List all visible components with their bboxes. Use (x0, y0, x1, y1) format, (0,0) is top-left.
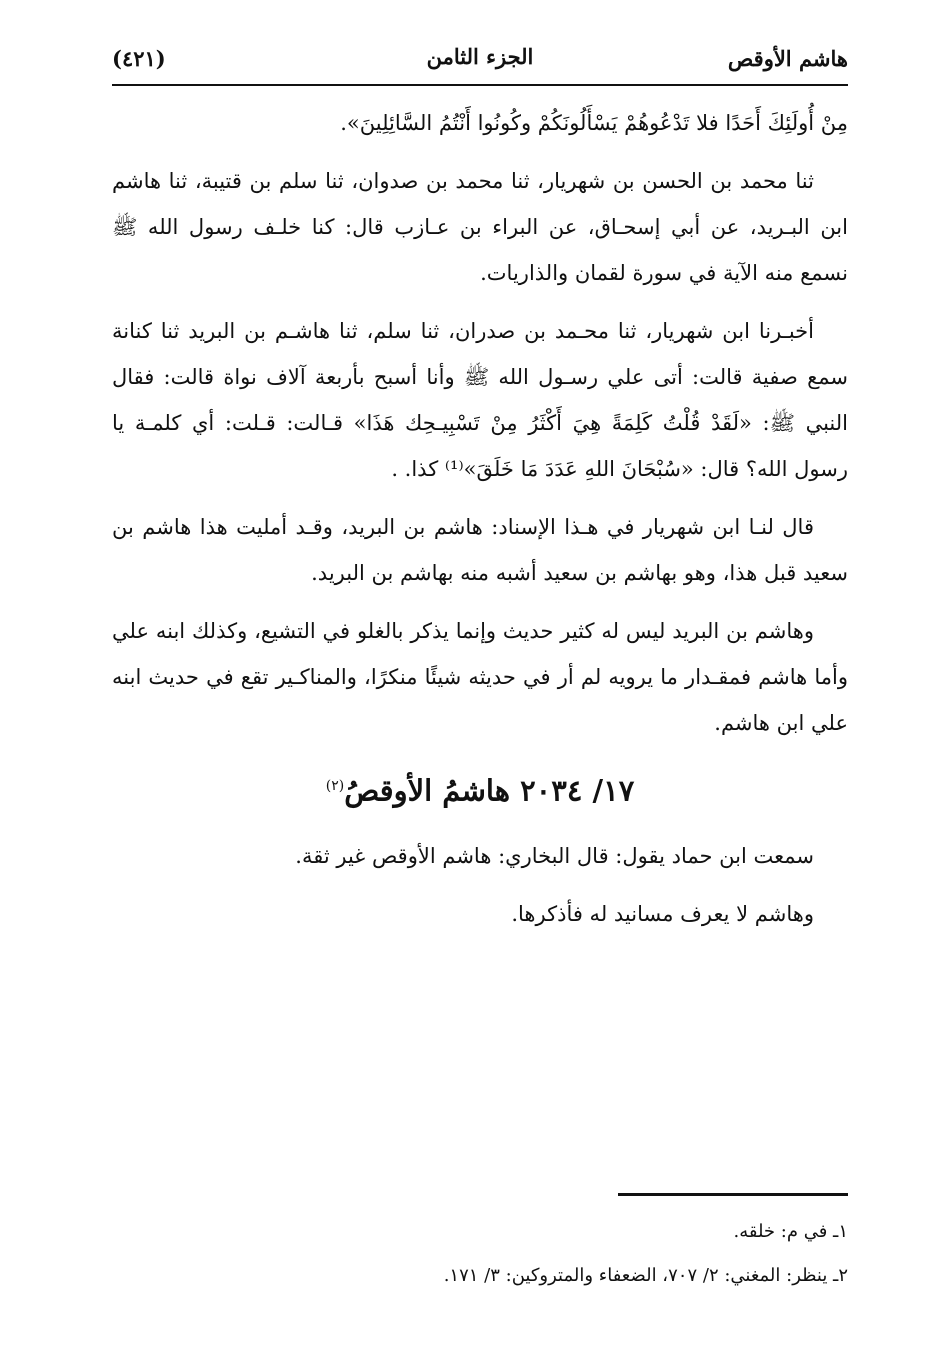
paragraph-1: مِنْ أُولَئِكَ أَحَدًا فلا تَدْعُوهُمْ يَسْأَلُونَكُمْ وكُونُوا أَنْتُمُ السَّائِلِينَ». (340, 111, 848, 135)
entry-paragraph-1: سمعت ابن حماد يقول: قال البخاري: هاشم الأوقص غير ثقة. (295, 843, 814, 868)
page-number: (٤٢١) (112, 46, 166, 71)
header-chapter-title: هاشم الأوقص (727, 46, 848, 71)
footnotes (112, 1210, 848, 1298)
entry-paragraph-2: وهاشم لا يعرف مسانيد له فأذكرها. (511, 901, 814, 926)
footnote-2: ٢ـ ينظر: المغني: ٢/ ٧٠٧، الضعفاء والمتروكين: ٣/ ١٧١. (443, 1265, 848, 1286)
running-header (112, 40, 848, 86)
header-volume-label: الجزء الثامن (426, 44, 534, 69)
entry-heading (112, 758, 848, 819)
footnote-separator (618, 1193, 848, 1196)
paragraph-2: ثنا محمد بن الحسن بن شهريار، ثنا محمد بن صدوان، ثنا سلم بن قتيبة، ثنا هاشم ابن البـريد، عن أبي إسحـاق، عن البراء بن عـازب قال: كنا خلـف رسول الله ﷺ نسمع منه الآية في سورة لقمان والذاريات. (112, 169, 848, 285)
main-text (112, 100, 848, 949)
entry-heading-text: ١٧/ ٢٠٣٤ هاشمُ الأوقصُ (344, 773, 635, 808)
paragraph-3: أخبـرنا ابن شهريار، ثنا محـمد بن صدران، ثنا سلم، ثنا هاشـم بن البريد ثنا كنانة سمع صفية قالت: أتى علي رسـول الله ﷺ وأنا أسبح بأربعة آلاف نواة قالت: فقال النبي ﷺ: «لَقَدْ قُلْتُ كَلِمَةً هِيَ أَكْثَرُ مِنْ تَسْبِيـحِك هَذَا» قـالت: قـلت: أي كلمـة يا رسول الله؟ قال: «سُبْحَانَ اللهِ عَدَدَ مَا خَلَقَ»⁽¹⁾ كذا. . (112, 319, 848, 481)
paragraph-5: وهاشم بن البريد ليس له كثير حديث وإنما يذكر بالغلو في التشيع، وكذلك ابنه علي وأما هاشم فمقـدار ما يرويه لم أر في حديثه شيئًا منكرًا، والمناكـير تقع في حديث ابنه علي ابن هاشم. (112, 619, 848, 735)
footnote-1: ١ـ في م: خلقه. (733, 1221, 848, 1242)
paragraph-4: قال لنـا ابن شهريار في هـذا الإسناد: هاشم بن البريد، وقـد أمليت هذا هاشم بن سعيد قبل هذا، وهو بهاشم بن سعيد أشبه منه بهاشم بن البريد. (112, 515, 848, 585)
entry-footnote-mark: (٢) (325, 778, 345, 794)
